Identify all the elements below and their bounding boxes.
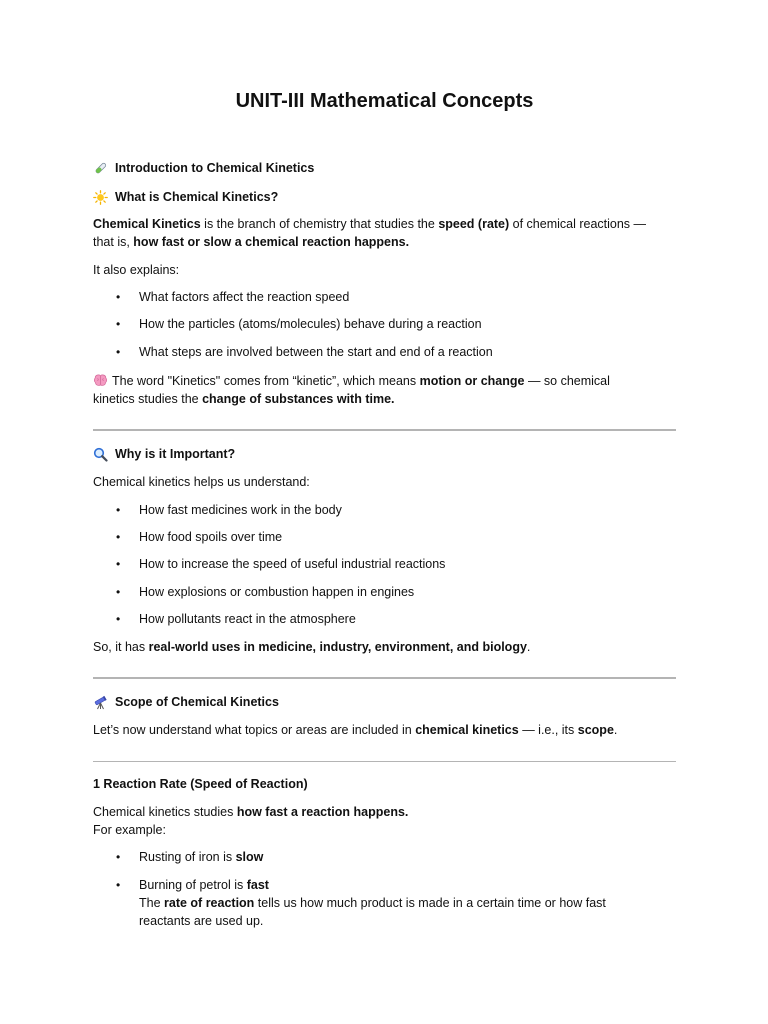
intro-heading [93, 159, 676, 177]
list-item-text: How fast medicines work in the body [139, 503, 342, 517]
rate-explain-start: The [139, 896, 165, 910]
telescope-icon [93, 695, 108, 710]
what-heading-text: What is Chemical Kinetics? [115, 190, 279, 204]
rust-text: Rusting of iron is [139, 850, 236, 864]
bullet-dot: • [116, 503, 121, 517]
definition-paragraph [93, 215, 676, 251]
term-change-substances: change of substances with time [202, 392, 392, 406]
test-tube-icon [93, 161, 108, 176]
scope-text: Let’s now understand what topics or areas are included in [93, 723, 416, 737]
sun-icon [93, 190, 108, 205]
for-example-text: For example: [93, 823, 166, 837]
note-line2-start: kinetics studies the [93, 392, 203, 406]
definition-text-end: of chemical reactions — [509, 217, 647, 231]
what-heading [93, 188, 676, 206]
bullet-dot: • [116, 850, 121, 864]
summary-text: So, it has [93, 640, 149, 654]
list-item-text: What steps are involved between the start and end of a reaction [139, 345, 493, 359]
bullet-dot: • [116, 585, 121, 599]
petrol-text: Burning of petrol is [139, 878, 247, 892]
term-how-fast-reaction: how fast a reaction happens [236, 805, 405, 819]
rate-heading [93, 775, 676, 793]
rate-text: Chemical kinetics studies [93, 805, 237, 819]
scope-heading-text: Scope of Chemical Kinetics [115, 695, 279, 709]
term-fast: fast [246, 878, 269, 892]
bullet-dot: • [116, 317, 121, 331]
bullet-dot: • [116, 612, 121, 626]
term-rate-of-reaction: rate of reaction [164, 896, 255, 910]
note-line2-end: . [391, 392, 395, 406]
scope-heading [93, 693, 676, 711]
definition-line2-end: . [405, 235, 410, 249]
term-slow: slow [235, 850, 264, 864]
term-chemical-kinetics-scope: chemical kinetics [415, 723, 519, 737]
brain-icon [93, 373, 108, 388]
term-motion-change: motion or change [419, 374, 525, 388]
important-lead: Chemical kinetics helps us understand: [93, 475, 310, 489]
intro-heading-text: Introduction to Chemical Kinetics [115, 161, 315, 175]
section-divider [93, 429, 676, 431]
note-text-end: — so chemical [524, 374, 610, 388]
scope-lead [93, 721, 676, 739]
list-item-text [139, 876, 639, 930]
rate-lead [93, 803, 676, 839]
list-item-text: How pollutants react in the atmosphere [139, 612, 356, 626]
list-item-text: How explosions or combustion happen in engines [139, 585, 415, 599]
term-chemical-kinetics: Chemical Kinetics [93, 217, 201, 231]
important-heading-text: Why is it Important? [115, 447, 236, 461]
rate-heading-text: 1 Reaction Rate (Speed of Reaction) [93, 777, 308, 791]
term-how-fast: how fast or slow a chemical reaction happens [133, 235, 406, 249]
bullet-dot: • [116, 290, 121, 304]
section-divider [93, 677, 676, 679]
rate-explain-end: reactants are used up. [139, 914, 264, 928]
definition-text: is the branch of chemistry that studies the [200, 217, 439, 231]
list-item-text: What factors affect the reaction speed [139, 290, 350, 304]
kinetics-note [93, 372, 676, 408]
bullet-dot: • [116, 557, 121, 571]
list-item-text: How food spoils over time [139, 530, 283, 544]
term-real-world-uses: real-world uses in medicine, industry, environment, and biology [148, 640, 527, 654]
list-item-text: How the particles (atoms/molecules) behave during a reaction [139, 317, 482, 331]
scope-text-mid: — i.e., its [518, 723, 578, 737]
bullet-dot: • [116, 878, 121, 892]
term-scope: scope [577, 723, 614, 737]
section-divider [93, 761, 676, 762]
scope-text-end: . [613, 723, 618, 737]
list-item-text: How to increase the speed of useful industrial reactions [139, 557, 446, 571]
bullet-dot: • [116, 345, 121, 359]
magnifier-icon [93, 447, 108, 462]
list-item-text [139, 848, 639, 866]
rate-text-end: . [404, 805, 409, 819]
rate-explain-text: tells us how much product is made in a certain time or how fast [254, 896, 606, 910]
term-speed-rate: speed (rate) [438, 217, 510, 231]
page-title: UNIT-III Mathematical Concepts [235, 90, 534, 112]
also-explains: It also explains: [93, 263, 180, 277]
important-heading [93, 445, 676, 463]
note-text: The word "Kinetics" comes from “kinetic”, which means [112, 374, 420, 388]
summary-text-end: . [526, 640, 531, 654]
important-summary [93, 638, 676, 656]
definition-line2-start: that is, [93, 235, 134, 249]
bullet-dot: • [116, 530, 121, 544]
